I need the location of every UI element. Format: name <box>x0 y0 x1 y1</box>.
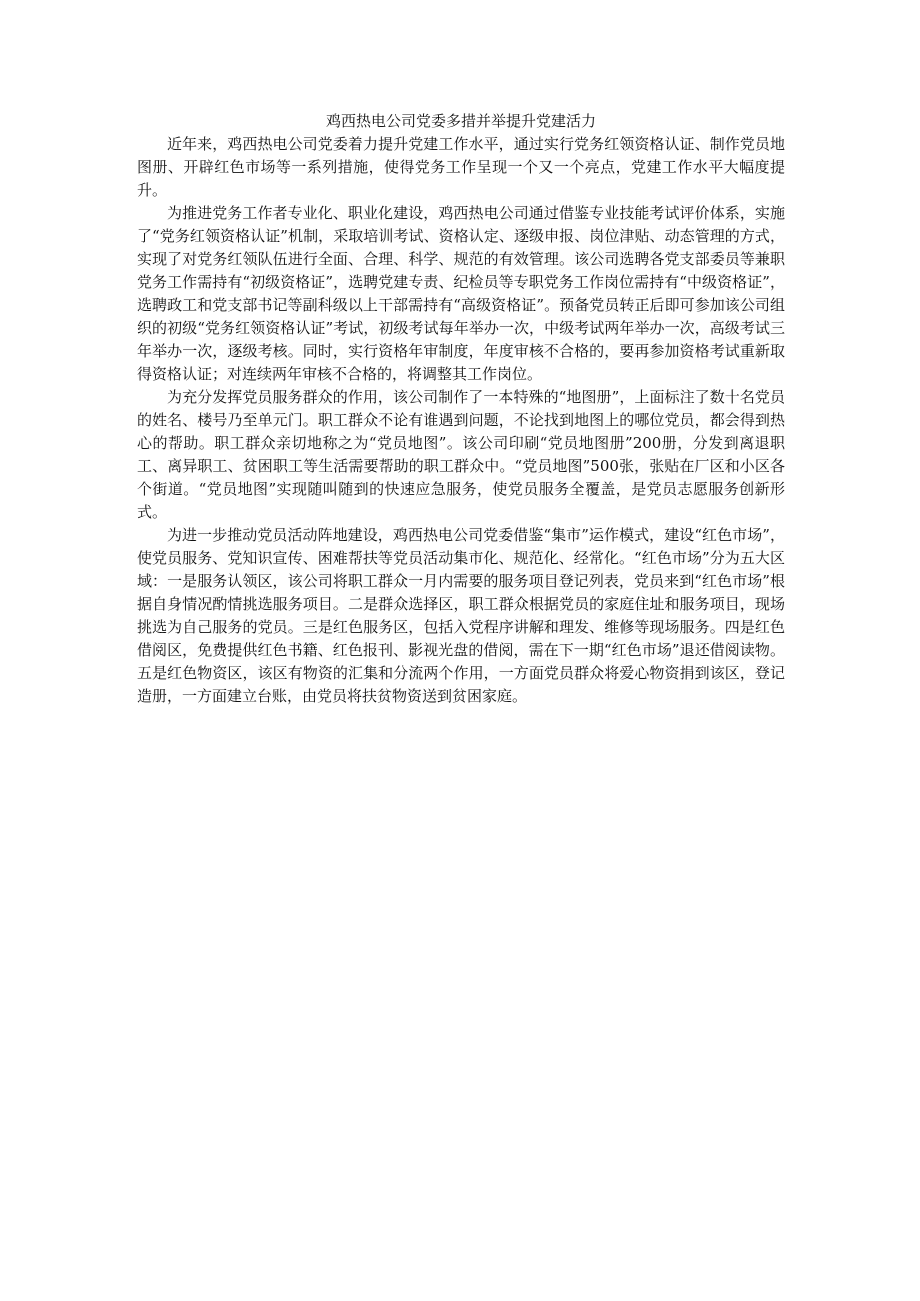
paragraph-party-map: 为充分发挥党员服务群众的作用，该公司制作了一本特殊的“地图册”，上面标注了数十名党员的姓名、楼号乃至单元门。职工群众不论有谁遇到问题，不论找到地图上的哪位党员，都会得到热心的帮助。职工群众亲切地称之为“党员地图”。该公司印刷“党员地图册”200册，分发到离退职工、离异职工、贫困职工等生活需要帮助的职工群众中。“党员地图”500张，张贴在厂区和小区各个街道。“党员地图”实现随叫随到的快速应急服务，使党员服务全覆盖，是党员志愿服务创新形式。 <box>137 388 785 521</box>
document-body <box>137 110 785 708</box>
paragraph-intro: 近年来，鸡西热电公司党委着力提升党建工作水平，通过实行党务红领资格认证、制作党员地图册、开辟红色市场等一系列措施，使得党务工作呈现一个又一个亮点，党建工作水平大幅度提升。 <box>137 135 785 199</box>
paragraph-red-market: 为进一步推动党员活动阵地建设，鸡西热电公司党委借鉴“集市”运作模式，建设“红色市场”，使党员服务、党知识宣传、困难帮扶等党员活动集市化、规范化、经常化。“红色市场”分为五大区域：一是服务认领区，该公司将职工群众一月内需要的服务项目登记列表，党员来到“红色市场”根据自身情况酌情挑选服务项目。二是群众选择区，职工群众根据党员的家庭住址和服务项目，现场挑选为自己服务的党员。三是红色服务区，包括入党程序讲解和理发、维修等现场服务。四是红色借阅区，免费提供红色书籍、红色报刊、影视光盘的借阅，需在下一期“红色市场”退还借阅读物。五是红色物资区，该区有物资的汇集和分流两个作用，一方面党员群众将爱心物资捐到该区，登记造册，一方面建立台账，由党员将扶贫物资送到贫困家庭。 <box>137 526 785 705</box>
paragraph-certification: 为推进党务工作者专业化、职业化建设，鸡西热电公司通过借鉴专业技能考试评价体系，实施了“党务红领资格认证”机制，采取培训考试、资格认定、逐级申报、岗位津贴、动态管理的方式，实现了对党务红领队伍进行全面、合理、科学、规范的有效管理。该公司选聘各党支部委员等兼职党务工作需持有“初级资格证”，选聘党建专责、纪检员等专职党务工作岗位需持有“中级资格证”，选聘政工和党支部书记等副科级以上干部需持有“高级资格证”。预备党员转正后即可参加该公司组织的初级“党务红领资格认证”考试，初级考试每年举办一次，中级考试两年举办一次，高级考试三年举办一次，逐级考核。同时，实行资格年审制度，年度审核不合格的，要再参加资格考试重新取得资格认证；对连续两年审核不合格的，将调整其工作岗位。 <box>137 204 785 383</box>
document-title: 鸡西热电公司党委多措并举提升党建活力 <box>325 112 596 130</box>
